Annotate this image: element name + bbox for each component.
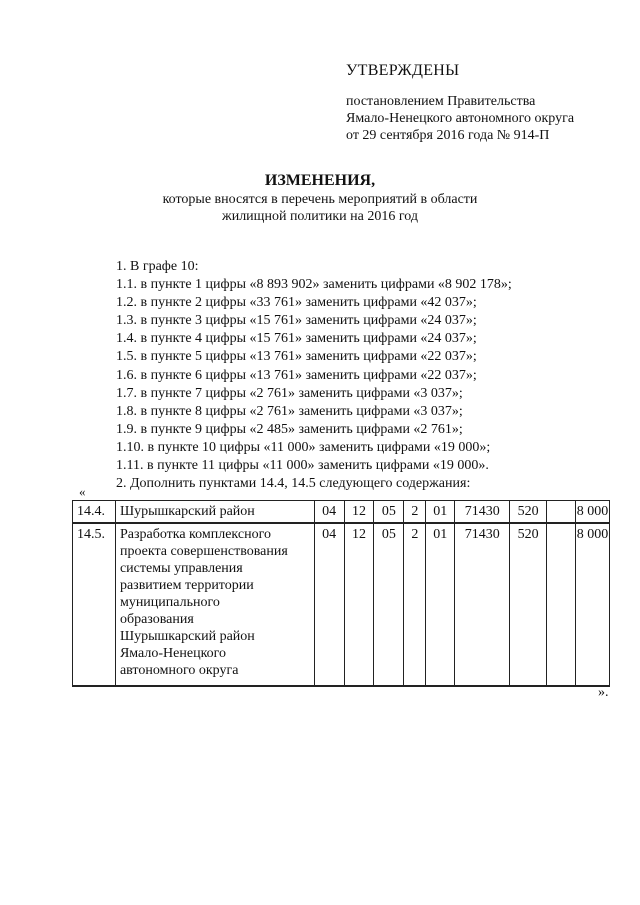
table-cell: 05	[374, 501, 404, 524]
decree-line: постановлением Правительства	[346, 94, 536, 109]
amount-cell: 8 000	[575, 523, 609, 686]
approval-heading: УТВЕРЖДЕНЫ	[346, 62, 460, 79]
measure-name-line: проекта совершенствования	[119, 544, 288, 559]
table-row	[73, 523, 610, 686]
amendment-line: 1.8. в пункте 8 цифры «2 761» заменить цифрами «3 037»;	[116, 403, 463, 419]
decree-line: Ямало-Ненецкого автономного округа	[346, 111, 575, 126]
table-cell: 05	[374, 523, 404, 686]
measure-name-cell	[115, 523, 314, 686]
table-cell: 71430	[455, 501, 510, 524]
measures-table	[72, 500, 610, 687]
subtitle-line: которые вносятся в перечень мероприятий в области	[162, 192, 478, 207]
amendment-line: 1.3. в пункте 3 цифры «15 761» заменить цифрами «24 037»;	[116, 313, 477, 329]
table-cell: 2	[404, 523, 426, 686]
decree-line: от 29 сентября 2016 года № 914-П	[346, 128, 550, 143]
measure-name-line: Ямало-Ненецкого	[119, 646, 227, 661]
amendment-line: 1. В графе 10:	[116, 259, 199, 274]
subtitle-line: жилищной политики на 2016 год	[222, 209, 418, 224]
measure-name-line: развитием территории	[119, 578, 254, 593]
amendment-line: 1.6. в пункте 6 цифры «13 761» заменить цифрами «22 037»;	[116, 367, 477, 383]
decree-reference	[346, 93, 574, 144]
amendment-line: 1.1. в пункте 1 цифры «8 893 902» заменить цифрами «8 902 178»;	[116, 277, 512, 293]
measure-name-line: Разработка комплексного	[119, 527, 271, 542]
table-cell: 520	[510, 501, 547, 524]
table-row	[73, 501, 610, 524]
measure-name-line: образования	[119, 612, 194, 627]
closing-quote: ».	[598, 685, 609, 700]
measure-name-line: Шурышкарский район	[119, 504, 255, 519]
amendment-line: 1.10. в пункте 10 цифры «11 000» заменить цифрами «19 000»;	[116, 439, 491, 455]
measure-name-line: муниципального	[119, 595, 220, 610]
table-cell: 71430	[455, 523, 510, 686]
opening-quote: «	[79, 484, 86, 499]
table-cell: 01	[426, 523, 455, 686]
document-subtitle	[0, 191, 640, 225]
table-cell: 520	[510, 523, 547, 686]
amendment-line: 2. Дополнить пунктами 14.4, 14.5 следующего содержания:	[116, 476, 471, 492]
table-cell: 12	[344, 501, 374, 524]
table-cell: 01	[426, 501, 455, 524]
row-number-cell: 14.4.	[73, 501, 116, 524]
measure-name-line: Шурышкарский район	[119, 629, 255, 644]
amendment-line: 1.9. в пункте 9 цифры «2 485» заменить цифрами «2 761»;	[116, 421, 463, 437]
amendment-line: 1.7. в пункте 7 цифры «2 761» заменить цифрами «3 037»;	[116, 385, 463, 401]
measure-name-line: автономного округа	[119, 663, 239, 678]
table-cell: 12	[344, 523, 374, 686]
table-cell: 2	[404, 501, 426, 524]
measure-name-cell	[115, 501, 314, 524]
amendments-list	[116, 258, 512, 493]
document-title: ИЗМЕНЕНИЯ,	[264, 172, 376, 189]
table-cell: 04	[314, 523, 344, 686]
amendment-line: 1.2. в пункте 2 цифры «33 761» заменить цифрами «42 037»;	[116, 295, 477, 311]
table-cell: 04	[314, 501, 344, 524]
measure-name-line: системы управления	[119, 561, 243, 576]
amount-cell: 8 000	[575, 501, 609, 524]
table-cell	[547, 501, 576, 524]
amendment-line: 1.4. в пункте 4 цифры «15 761» заменить цифрами «24 037»;	[116, 331, 477, 347]
table-cell	[547, 523, 576, 686]
row-number-cell: 14.5.	[73, 523, 116, 686]
amendment-line: 1.5. в пункте 5 цифры «13 761» заменить цифрами «22 037»;	[116, 349, 477, 365]
amendment-line: 1.11. в пункте 11 цифры «11 000» заменить цифрами «19 000».	[116, 458, 489, 474]
